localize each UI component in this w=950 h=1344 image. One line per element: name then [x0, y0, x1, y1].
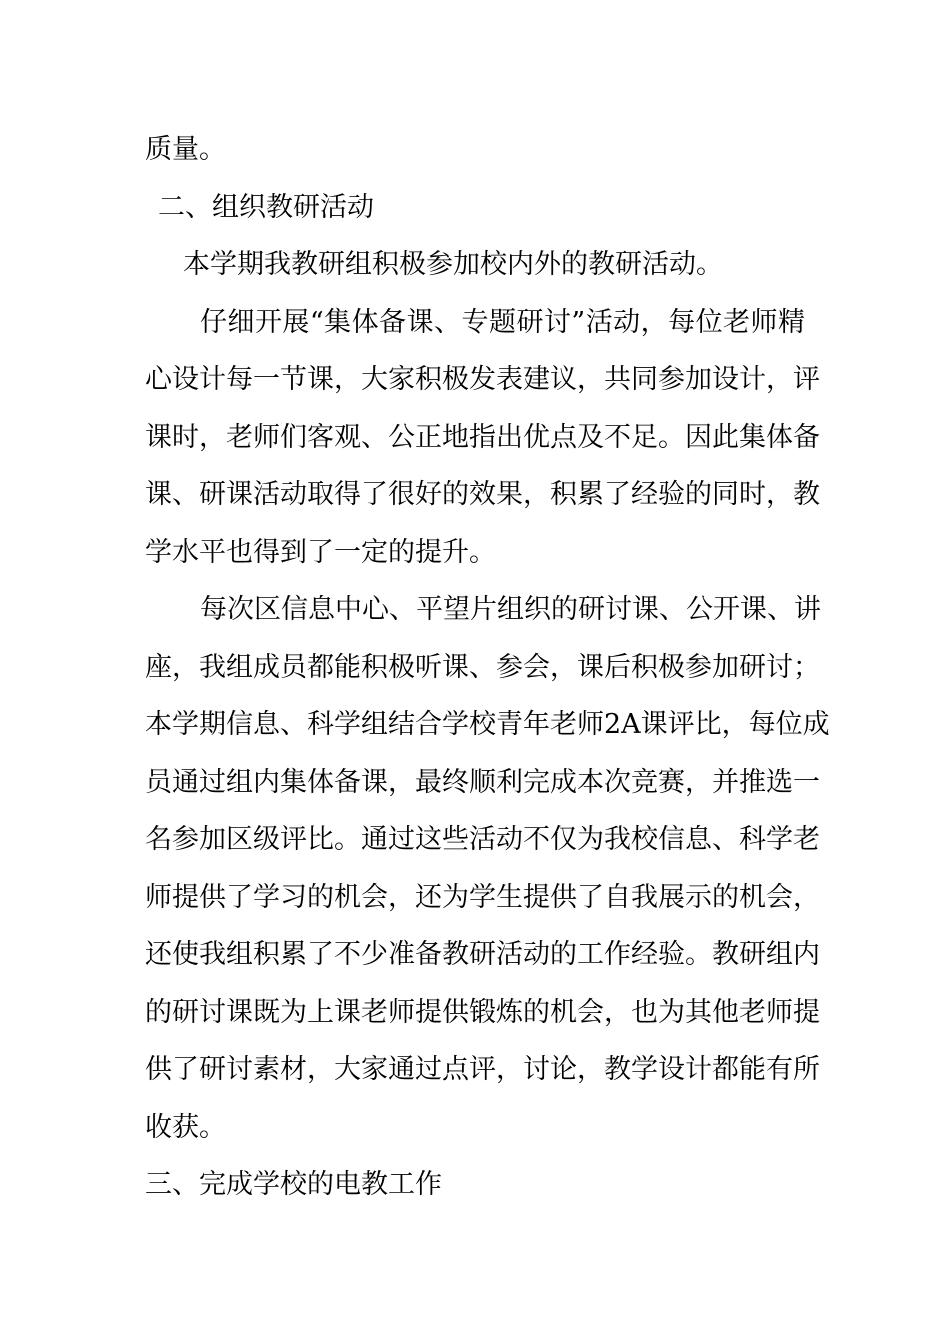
text-line: 还使我组积累了不少准备教研活动的工作经验。教研组内 [145, 939, 820, 970]
text-line: 质量。 [145, 134, 226, 165]
text-line: 心设计每一节课，大家积极发表建议，共同参加设计，评 [145, 364, 820, 395]
section-heading: 二、组织教研活动 [158, 192, 374, 223]
text-line: 员通过组内集体备课，最终顺利完成本次竞赛，并推选一 [145, 767, 820, 798]
text-line: 供了研讨素材，大家通过点评，讨论，教学设计都能有所 [145, 1054, 820, 1085]
section-heading: 三、完成学校的电教工作 [145, 1169, 442, 1200]
text-line: 名参加区级评比。通过这些活动不仅为我校信息、科学老 [145, 824, 820, 855]
paragraph-first-line: 每次区信息中心、平望片组织的研讨课、公开课、讲 [200, 594, 821, 625]
text-line: 收获。 [145, 1112, 226, 1143]
text-line: 课、研课活动取得了很好的效果，积累了经验的同时，教 [145, 479, 820, 510]
paragraph-first-line: 仔细开展“集体备课、专题研讨”活动，每位老师精 [200, 307, 805, 338]
text-line: 的研讨课既为上课老师提供锻炼的机会，也为其他老师提 [145, 997, 820, 1028]
text-line: 师提供了学习的机会，还为学生提供了自我展示的机会， [145, 882, 820, 913]
text-line: 课时，老师们客观、公正地指出优点及不足。因此集体备 [145, 422, 820, 453]
text-line: 座，我组成员都能积极听课、参会，课后积极参加研讨； [145, 652, 820, 683]
text-line: 学水平也得到了一定的提升。 [145, 537, 496, 568]
text-line: 本学期我教研组积极参加校内外的教研活动。 [183, 249, 723, 280]
text-line: 本学期信息、科学组结合学校青年老师2A课评比，每位成 [145, 709, 830, 740]
